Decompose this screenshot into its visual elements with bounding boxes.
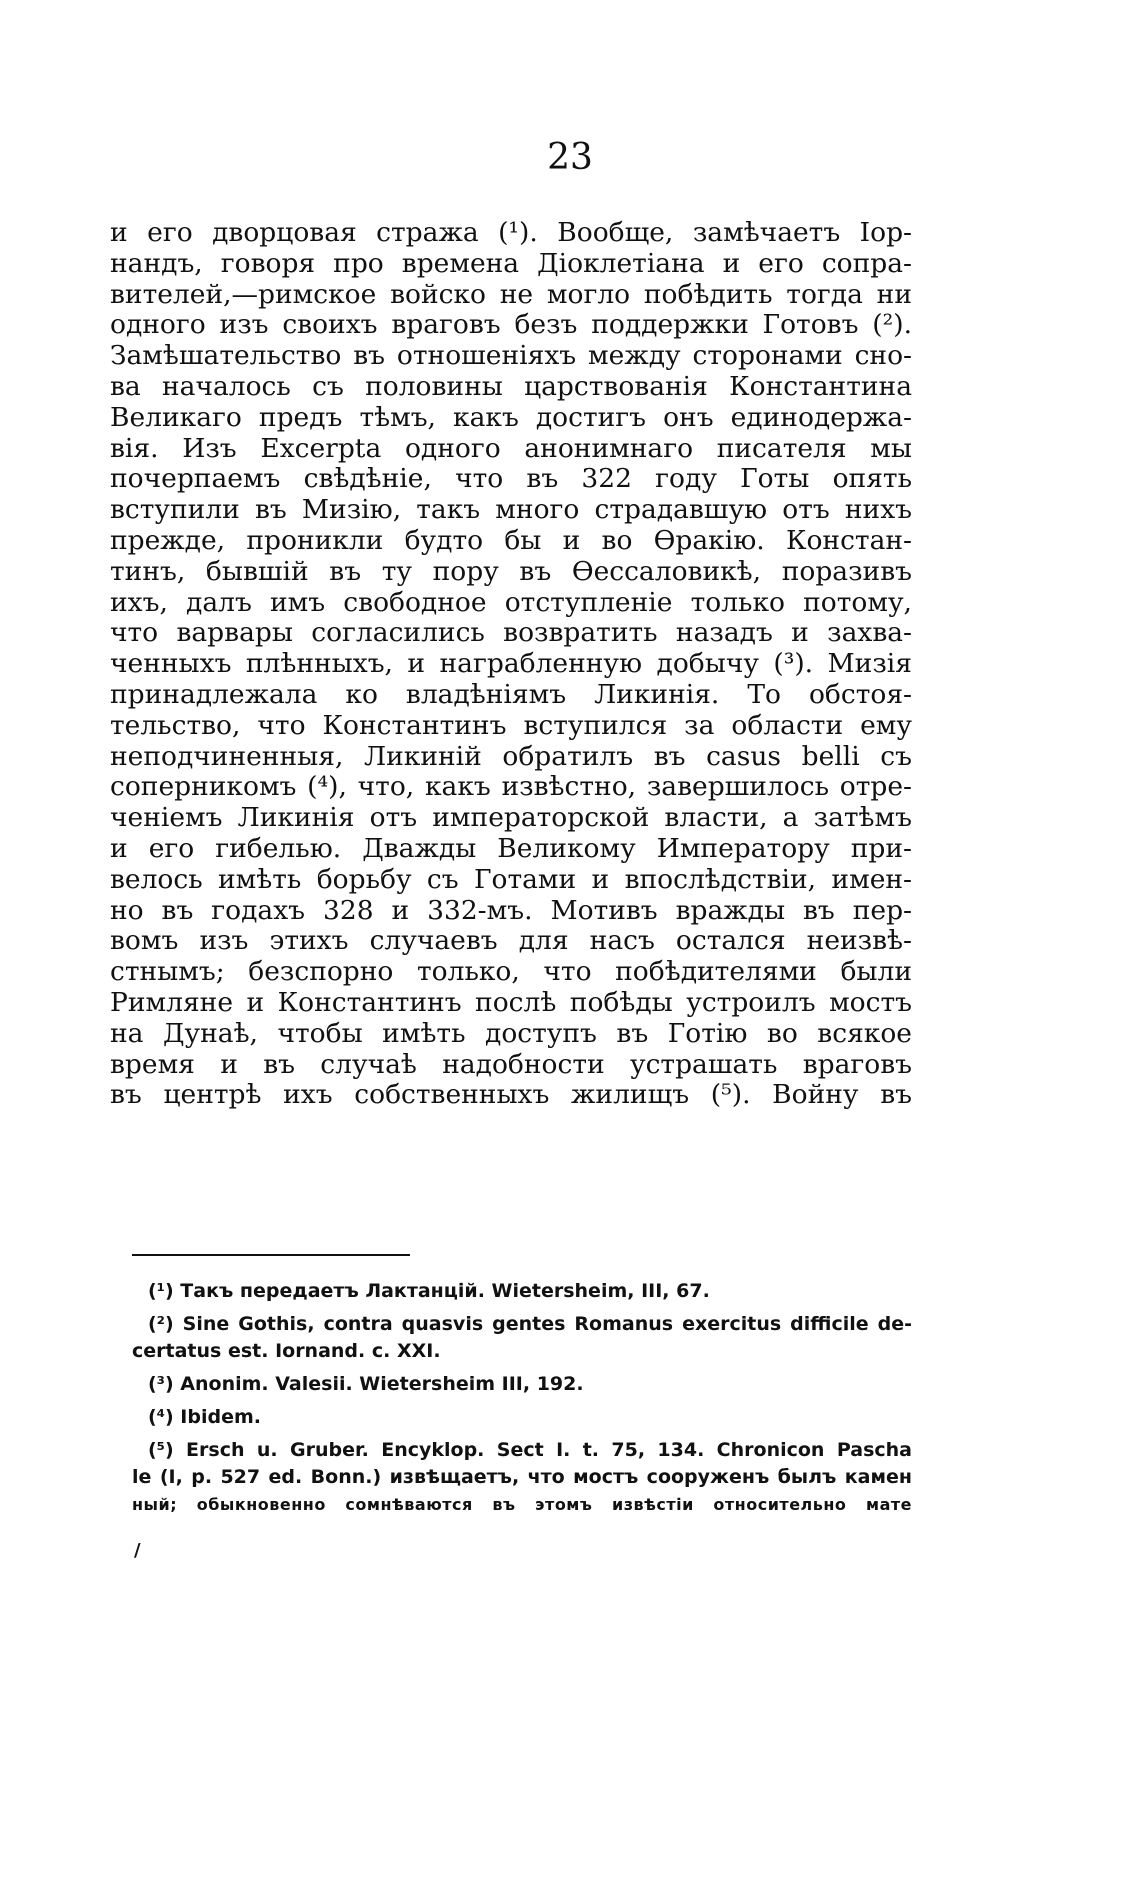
body-line: и его гибелью. Дважды Великому Императору при- — [110, 832, 912, 864]
footnote-divider — [132, 1254, 410, 1256]
body-line: ихъ, далъ имъ свободное отступленіе только потому, — [110, 586, 912, 618]
body-line: ченіемъ Ликинія отъ императорской власти, а затѣмъ — [110, 802, 912, 834]
body-line: вителей,—римское войско не могло побѣдить тогда ни — [110, 278, 912, 310]
body-line: но въ годахъ 328 и 332-мъ. Мотивъ вражды въ пер- — [110, 894, 912, 926]
footnote-5-continued: ный; обыкновенно сомнѣваются въ этомъ извѣстіи относительно мате — [132, 1495, 912, 1514]
body-line: тинъ, бывшій въ ту пору въ Ѳессаловикѣ, поразивъ — [110, 555, 912, 587]
footnote-5-continued: le (I, p. 527 ed. Bonn.) извѣщаетъ, что мостъ сооруженъ былъ камен — [132, 1466, 912, 1488]
body-line: тельство, что Константинъ вступился за области ему — [110, 709, 912, 741]
body-line: одного изъ своихъ враговъ безъ поддержки Готовъ (²). — [110, 309, 912, 341]
footnote-3: (³) Anonim. Valesii. Wietersheim III, 192. — [148, 1373, 584, 1395]
footnote-4: (⁴) Ibidem. — [148, 1406, 261, 1428]
body-line: велось имѣть борьбу съ Готами и впослѣдствіи, имен- — [110, 863, 912, 895]
main-body-text — [110, 218, 912, 1111]
body-line: ченныхъ плѣнныхъ, и награбленную добычу (³). Мизія — [110, 648, 912, 680]
body-line: нандъ, говоря про времена Діоклетіана и его сопра- — [110, 247, 912, 279]
body-line: неподчиненныя, Ликиній обратилъ въ casus belli съ — [110, 740, 912, 772]
footnote-1: (¹) Такъ передаетъ Лактанцій. Wietersheim, III, 67. — [148, 1280, 710, 1302]
footnotes-section — [132, 1278, 912, 1518]
stray-mark: / — [134, 1540, 141, 1561]
body-line: ва началось съ половины царствованія Константина — [110, 370, 912, 402]
body-line: время и въ случаѣ надобности устрашать враговъ — [110, 1048, 912, 1080]
body-line: въ центрѣ ихъ собственныхъ жилищъ (⁵). Войну въ — [110, 1079, 912, 1111]
body-line: что варвары согласились возвратить назадъ и захва- — [110, 617, 912, 649]
body-line: Римляне и Константинъ послѣ побѣды устроилъ мостъ — [110, 986, 912, 1018]
body-line: прежде, проникли будто бы и во Ѳракію. Констан- — [110, 524, 912, 556]
body-line: принадлежала ко владѣніямъ Ликинія. То обстоя- — [110, 678, 912, 710]
page-number: 23 — [547, 137, 593, 178]
footnote-5: (⁵) Ersch u. Gruber. Encyklop. Sect I. t. 75, 134. Chronicon Pascha — [148, 1439, 912, 1461]
footnote-2-continued: certatus est. Iornand. c. XXI. — [132, 1340, 441, 1362]
body-line: вступили въ Мизію, такъ много страдавшую отъ нихъ — [110, 494, 912, 526]
body-line: почерпаемъ свѣдѣніе, что въ 322 году Готы опять — [110, 463, 912, 495]
body-line: Замѣшательство въ отношеніяхъ между сторонами сно- — [110, 340, 912, 372]
footnote-2: (²) Sine Gothis, contra quasvis gentes Romanus exercitus difficile de- — [148, 1313, 912, 1335]
body-line: и его дворцовая стража (¹). Вообще, замѣчаетъ Іор- — [110, 217, 912, 248]
body-line: Великаго предъ тѣмъ, какъ достигъ онъ единодержа- — [110, 401, 912, 433]
body-line: стнымъ; безспорно только, что побѣдителями были — [110, 956, 912, 988]
body-line: на Дунаѣ, чтобы имѣть доступъ въ Готію во всякое — [110, 1017, 912, 1049]
body-line: вія. Изъ Excerpta одного анонимнаго писателя мы — [110, 432, 912, 464]
body-line: вомъ изъ этихъ случаевъ для насъ остался неизвѣ- — [110, 925, 912, 957]
body-line: соперникомъ (⁴), что, какъ извѣстно, завершилось отре- — [110, 771, 912, 803]
